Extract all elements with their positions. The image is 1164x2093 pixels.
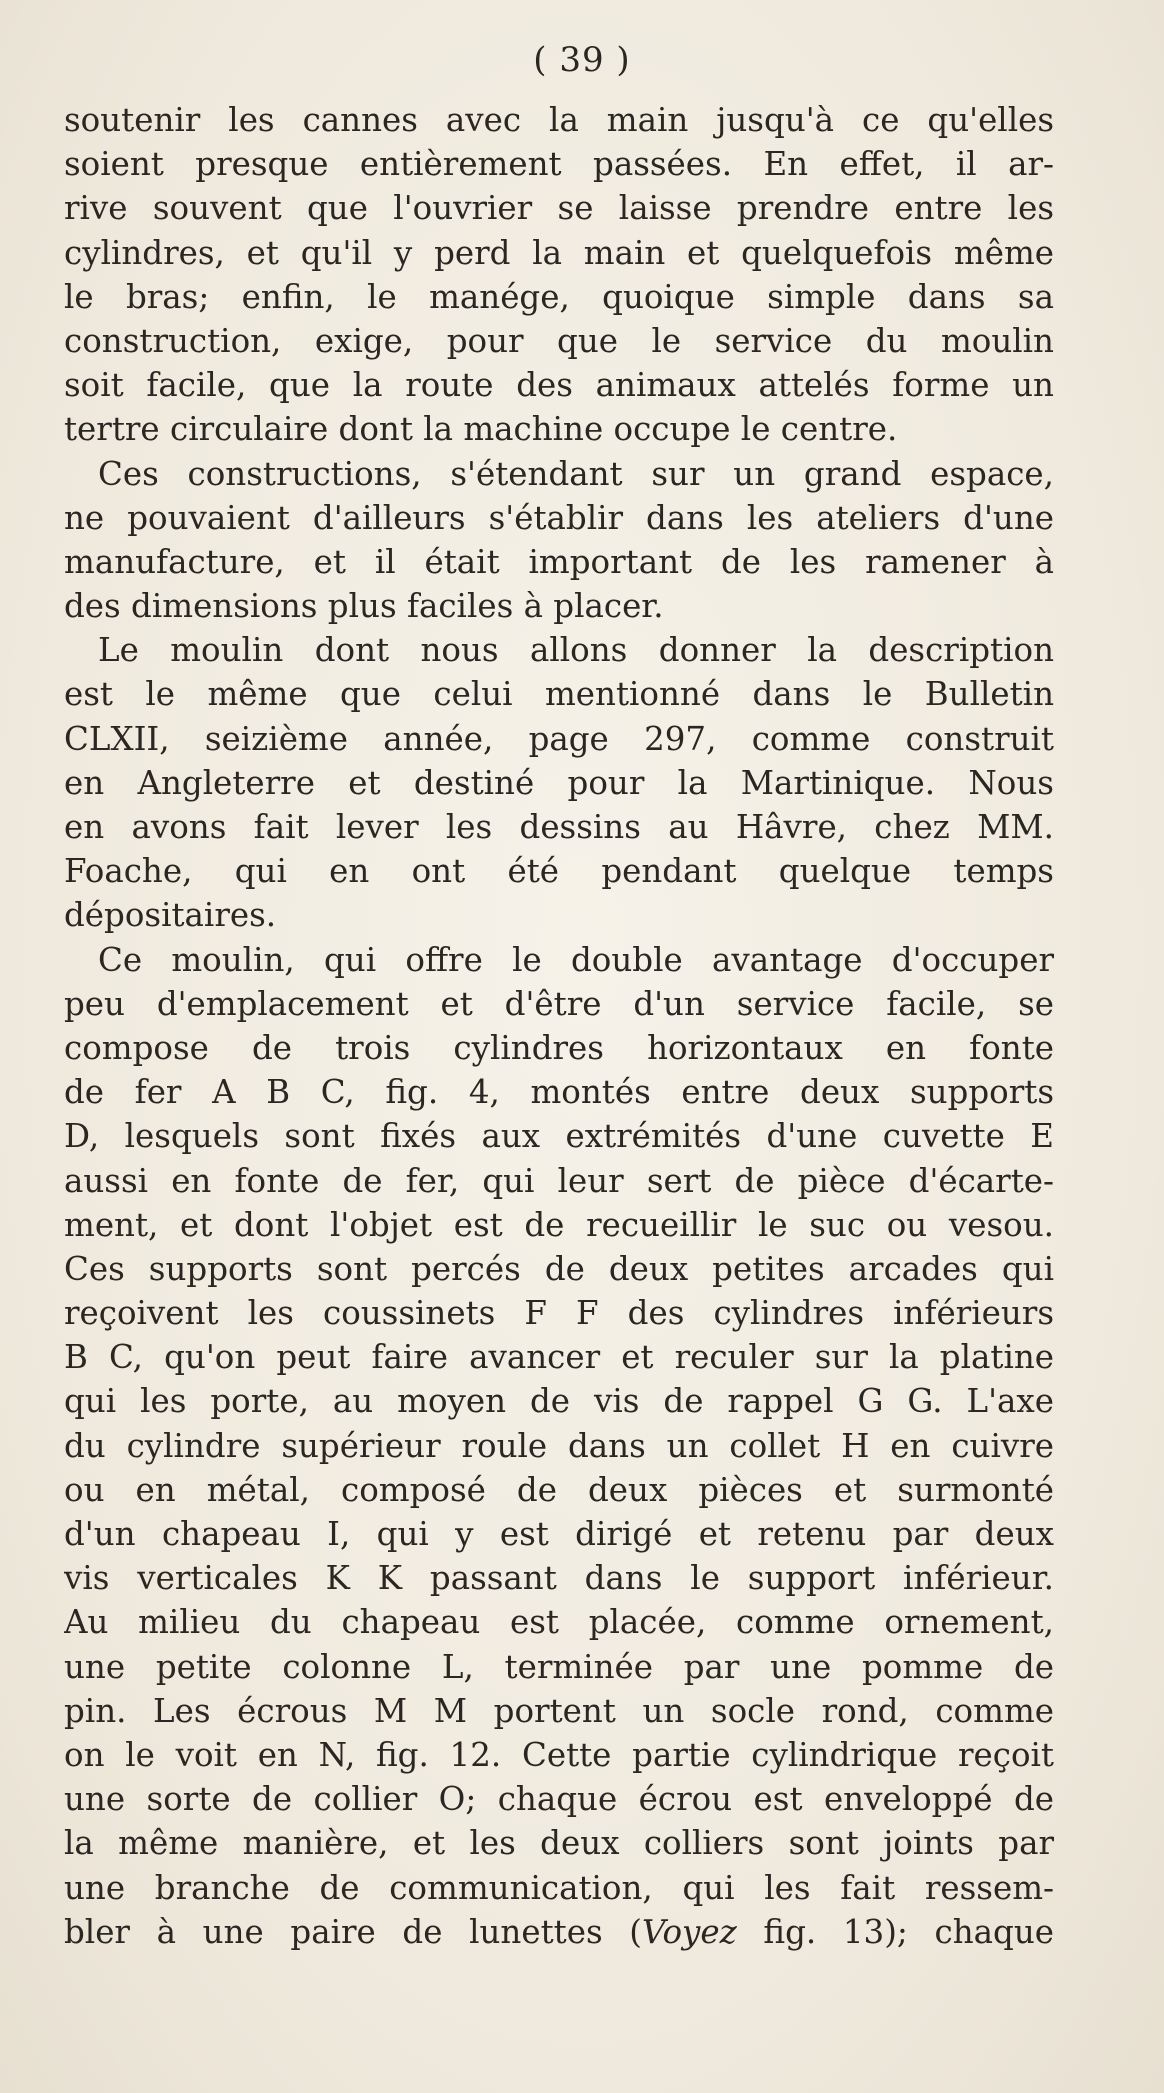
text-line: Ces supports sont percés de deux petites arcades qui	[64, 1249, 1054, 1288]
text-line: soutenir les cannes avec la main jusqu'à ce qu'elles	[64, 101, 1054, 139]
text-line: ne pouvaient d'ailleurs s'établir dans les ateliers d'une	[64, 498, 1054, 537]
final-line-after: fig. 13); chaque	[736, 1912, 1054, 1951]
text-line: de fer A B C, fig. 4, montés entre deux supports	[64, 1073, 1054, 1112]
text-line: est le même que celui mentionné dans le Bulletin	[64, 675, 1054, 714]
text-line: rive souvent que l'ouvrier se laisse prendre entre les	[64, 189, 1054, 228]
text-line: du cylindre supérieur roule dans un collet H en cuivre	[64, 1426, 1054, 1465]
body-text	[64, 98, 1054, 1954]
text-line: Le moulin dont nous allons donner la description	[98, 631, 1054, 670]
text-line: CLXII, seizième année, page 297, comme construit	[64, 719, 1054, 758]
text-line: des dimensions plus faciles à placer.	[64, 587, 664, 626]
text-line: manufacture, et il était important de les ramener à	[64, 542, 1054, 581]
text-line: une sorte de collier O; chaque écrou est enveloppé de	[64, 1780, 1054, 1819]
text-line: qui les porte, au moyen de vis de rappel G G. L'axe	[64, 1382, 1054, 1421]
text-line: en avons fait lever les dessins au Hâvre, chez MM.	[64, 808, 1054, 846]
text-line: peu d'emplacement et d'être d'un service facile, se	[64, 984, 1054, 1023]
text-line: cylindres, et qu'il y perd la main et quelquefois même	[64, 233, 1054, 272]
final-line-before: bler à une paire de lunettes (	[64, 1912, 642, 1951]
text-line: le bras; enfin, le manége, quoique simple dans sa	[64, 277, 1054, 316]
text-line: construction, exige, pour que le service du moulin	[64, 321, 1054, 360]
text-line: on le voit en N, fig. 12. Cette partie cylindrique reçoit	[64, 1735, 1054, 1774]
text-line: aussi en fonte de fer, qui leur sert de pièce d'écarte-	[64, 1161, 1054, 1200]
final-line-italic: Voyez	[641, 1912, 737, 1951]
text-line: vis verticales K K passant dans le support inférieur.	[64, 1559, 1054, 1598]
text-line: Ce moulin, qui offre le double avantage d'occuper	[98, 940, 1054, 979]
text-line-final	[64, 1910, 1054, 1954]
text-line: une petite colonne L, terminée par une pomme de	[64, 1647, 1054, 1686]
text-line: compose de trois cylindres horizontaux en fonte	[64, 1028, 1054, 1067]
text-line: en Angleterre et destiné pour la Martinique. Nous	[64, 763, 1054, 802]
text-line: reçoivent les coussinets F F des cylindres inférieurs	[64, 1294, 1054, 1333]
page-number: ( 39 )	[533, 40, 631, 80]
text-line: Ces constructions, s'étendant sur un grand espace,	[98, 454, 1054, 493]
text-line: la même manière, et les deux colliers sont joints par	[64, 1824, 1054, 1863]
text-line: B C, qu'on peut faire avancer et reculer sur la platine	[64, 1338, 1054, 1377]
text-line: tertre circulaire dont la machine occupe le centre.	[64, 410, 898, 449]
text-line: Foache, qui en ont été pendant quelque temps	[64, 852, 1054, 891]
text-line: soient presque entièrement passées. En effet, il ar-	[64, 145, 1054, 184]
text-line: soit facile, que la route des animaux attelés forme un	[64, 366, 1054, 405]
text-line: ou en métal, composé de deux pièces et surmonté	[64, 1470, 1054, 1509]
text-line: une branche de communication, qui les fait ressem-	[64, 1868, 1054, 1907]
text-line: Au milieu du chapeau est placée, comme ornement,	[64, 1603, 1054, 1642]
text-line: ment, et dont l'objet est de recueillir le suc ou vesou.	[64, 1205, 1054, 1244]
text-line: dépositaires.	[64, 896, 277, 935]
text-line: d'un chapeau I, qui y est dirigé et retenu par deux	[64, 1515, 1054, 1553]
text-line: pin. Les écrous M M portent un socle rond, comme	[64, 1691, 1054, 1730]
text-line: D, lesquels sont fixés aux extrémités d'une cuvette E	[64, 1117, 1054, 1156]
